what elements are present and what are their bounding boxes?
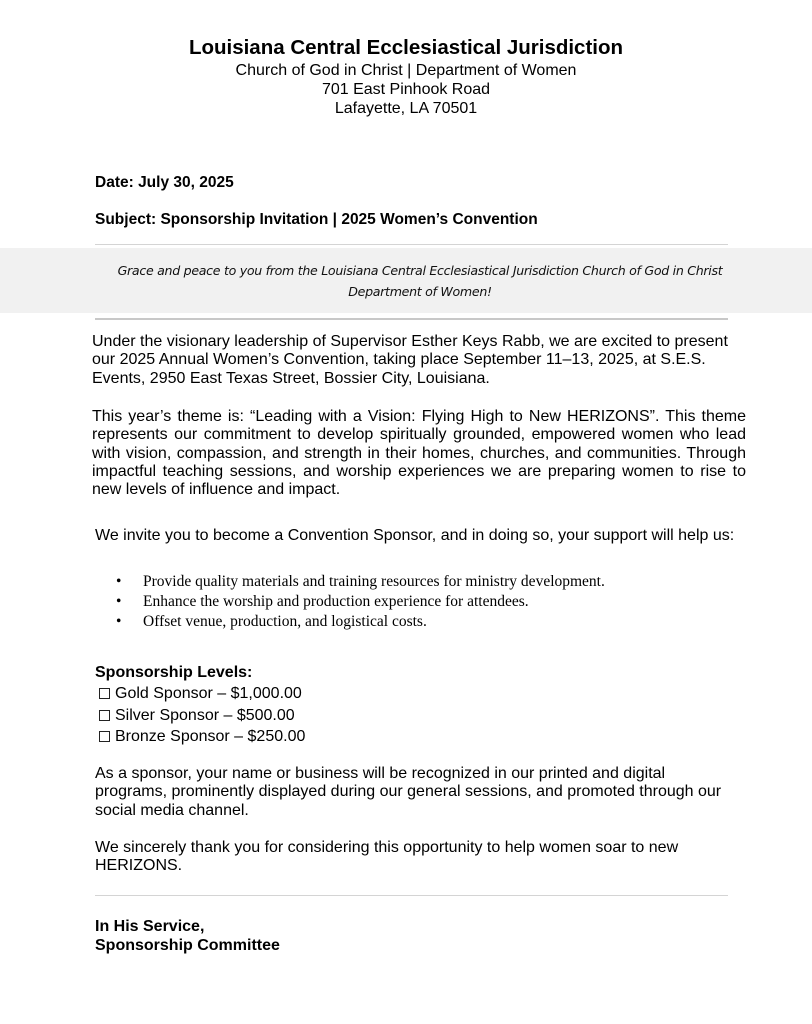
city-state-zip: Lafayette, LA 70501 <box>334 100 478 117</box>
closing-salutation: In His Service, <box>95 918 205 935</box>
divider <box>95 318 728 320</box>
department-line: Church of God in Christ | Department of Women <box>235 62 577 79</box>
list-item <box>116 572 605 592</box>
signature-block <box>95 918 280 955</box>
list-item-text: Offset venue, production, and logistical costs. <box>143 613 427 630</box>
street-address: 701 East Pinhook Road <box>321 81 491 98</box>
sponsorship-levels <box>99 683 305 748</box>
sponsor-level-label: Silver Sponsor – $500.00 <box>115 706 295 724</box>
signatory: Sponsorship Committee <box>95 936 280 954</box>
checkbox-icon[interactable] <box>99 731 110 742</box>
greeting-text: Grace and peace to you from the Louisiana Central Ecclesiastical Jurisdiction Church of God in Christ Department of Women! <box>117 263 723 299</box>
letter-date: Date: July 30, 2025 <box>95 174 234 191</box>
checkbox-icon[interactable] <box>99 688 110 699</box>
sponsor-level-gold[interactable] <box>99 683 305 705</box>
sponsorship-levels-title: Sponsorship Levels: <box>95 664 253 681</box>
sponsor-level-label: Gold Sponsor – $1,000.00 <box>115 685 302 702</box>
theme-paragraph: This year’s theme is: “Leading with a Vision: Flying High to New HERIZONS”. This theme represents our commitment to develop spiritually grounded, empowered women who lead with vision, compassion, and strength in their homes, churches, and communities. Through impactful teaching sessions, and worship experiences we are preparing women to rise to new levels of influence and impact. <box>92 408 746 499</box>
bullet-icon: • <box>116 573 122 590</box>
thanks-paragraph: We sincerely thank you for considering this opportunity to help women soar to new HERIZONS. <box>95 839 679 875</box>
list-item-text: Enhance the worship and production experience for attendees. <box>143 593 529 610</box>
intro-paragraph: Under the visionary leadership of Supervisor Esther Keys Rabb, we are excited to present our 2025 Annual Women’s Convention, taking place September 11–13, 2025, at S.E.S. Events, 2950 East Texas Street, Bossier City, Louisiana. <box>92 333 728 387</box>
checkbox-icon[interactable] <box>99 710 110 721</box>
support-list <box>116 572 605 632</box>
invite-paragraph: We invite you to become a Convention Sponsor, and in doing so, your support will help us: <box>95 527 735 544</box>
sponsor-level-silver[interactable] <box>99 705 305 727</box>
recognition-paragraph: As a sponsor, your name or business will be recognized in our printed and digital programs, prominently displayed during our general sessions, and promoted through our social media channel. <box>95 765 722 819</box>
sponsor-level-label: Bronze Sponsor – $250.00 <box>115 728 306 745</box>
divider <box>95 244 728 245</box>
divider <box>95 895 728 896</box>
list-item-text: Provide quality materials and training resources for ministry development. <box>143 573 605 590</box>
letter-subject: Subject: Sponsorship Invitation | 2025 Women’s Convention <box>95 211 538 228</box>
list-item <box>116 592 605 612</box>
sponsor-level-bronze[interactable] <box>99 726 305 748</box>
bullet-icon: • <box>116 613 122 630</box>
list-item <box>116 612 605 632</box>
bullet-icon: • <box>116 593 122 610</box>
organization-name: Louisiana Central Ecclesiastical Jurisdiction <box>188 36 624 59</box>
